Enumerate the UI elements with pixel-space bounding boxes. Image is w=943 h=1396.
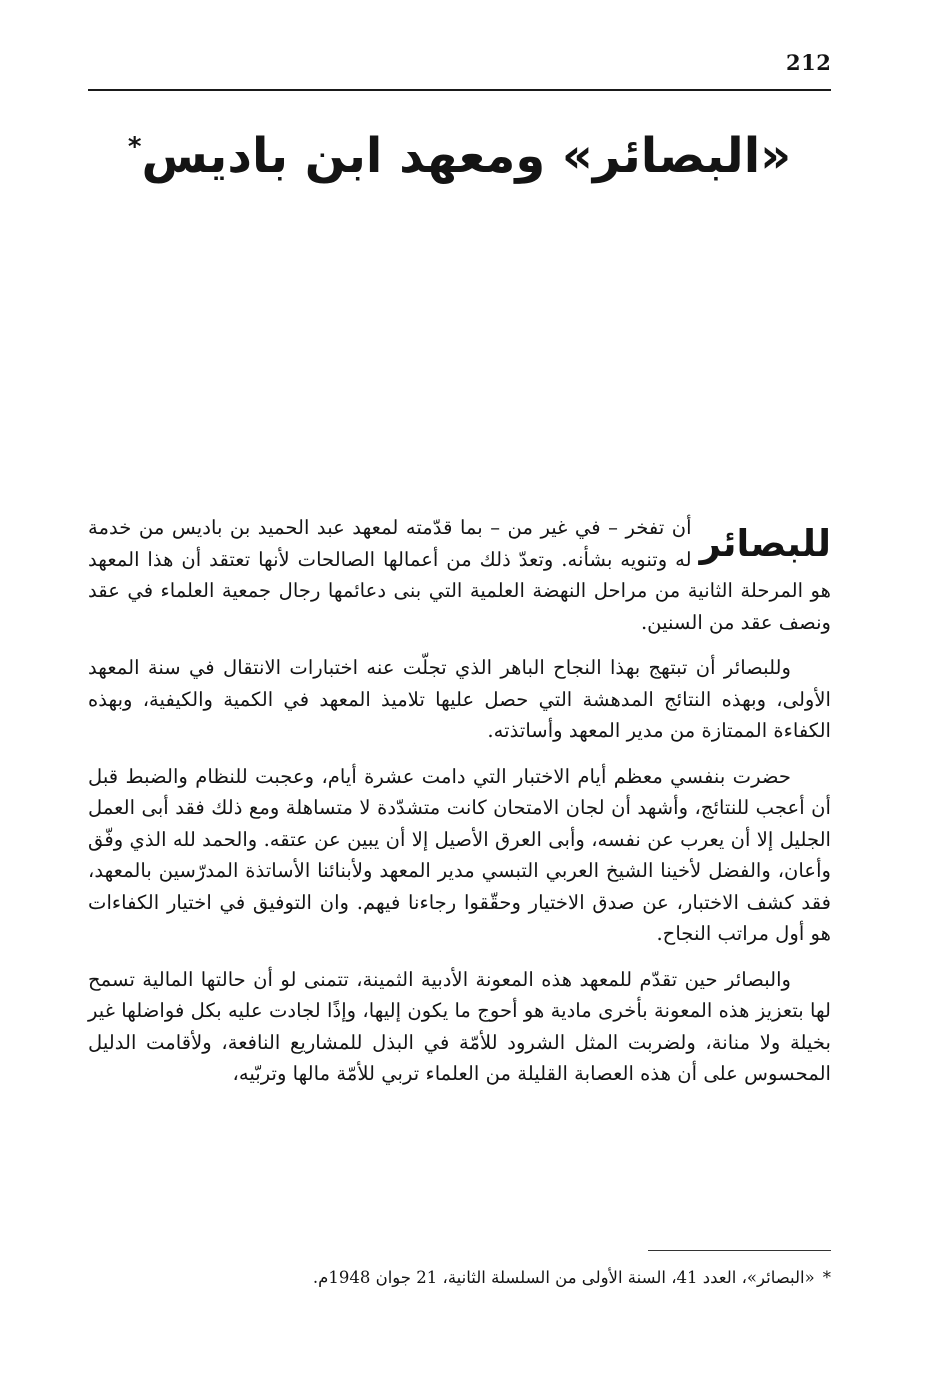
page-number: 212	[786, 50, 832, 75]
article-title-text: «البصائر» ومعهد ابن باديس	[141, 128, 792, 184]
header-rule	[88, 89, 831, 91]
paragraph-1-text: أن تفخر – في غير من – بما قدّمته لمعهد عبد الحميد بن باديس من خدمة له وتنويه بشأنه. وتعدّ ذلك من أعمالها الصالحات لأنها تعتقد أن هذا المعهد هو المرحلة الثانية من مراحل النهضة العلمية التي بنى دعائمها رجال جمعية العلماء في عقد ونصف عقد من السنين.	[88, 516, 831, 634]
footnote-text: «البصائر»، العدد 41، السنة الأولى من السلسلة الثانية، 21 جوان 1948م.	[312, 1268, 815, 1287]
article-body	[88, 512, 831, 1104]
dropcap-word: للبصائر	[699, 522, 831, 565]
paragraph-3: حضرت بنفسي معظم أيام الاختبار التي دامت عشرة أيام، وعجبت للنظام والضبط قبل أن أعجب للنتائج، وأشهد أن لجان الامتحان كانت متشدّدة لا متساهلة ومع ذلك فقد أبى العمل الجليل إلا أن يعرب عن نفسه، وأبى العرق الأصيل إلا أن يبين عن عتقه. والحمد لله الذي وفّق وأعان، والفضل لأخينا الشيخ العربي التبسي مدير المعهد ولأبنائنا الأساتذة المدرّسين بالمعهد، فقد كشف الاختبار، عن صدق الاختيار وحقّقوا رجاءنا فيهم. وان التوفيق في اختيار الكفاءات هو أول مراتب النجاح.	[88, 764, 832, 945]
title-footnote-marker: *	[127, 132, 142, 162]
article-title	[88, 112, 831, 191]
paragraph-2: وللبصائر أن تبتهج بهذا النجاح الباهر الذي تجلّت عنه اختبارات الانتقال في سنة المعهد الأولى، وبهذه النتائج المدهشة التي حصل عليها تلاميذ المعهد في الكمية والكيفية، وبهذه الكفاءة الممتازة من مدير المعهد وأساتذته.	[88, 656, 831, 742]
paragraph-1	[88, 512, 831, 638]
footnote	[88, 1264, 831, 1292]
paragraph-4: والبصائر حين تقدّم للمعهد هذه المعونة الأدبية الثمينة، تتمنى لو أن حالتها المالية تسمح لها بتعزيز هذه المعونة بأخرى مادية هو أحوج ما يكون إليها، وإذًا لجادت عليه بكل فواضلها غير بخيلة ولا منانة، ولضربت المثل الشرود للأمّة في البذل للمشاريع النافعة، ولأقامت الدليل المحسوس على أن هذه العصابة القليلة من العلماء تربي للأمّة مالها وتربّيه،	[88, 967, 831, 1085]
footnote-marker: *	[822, 1268, 831, 1287]
footnote-rule	[648, 1250, 831, 1251]
